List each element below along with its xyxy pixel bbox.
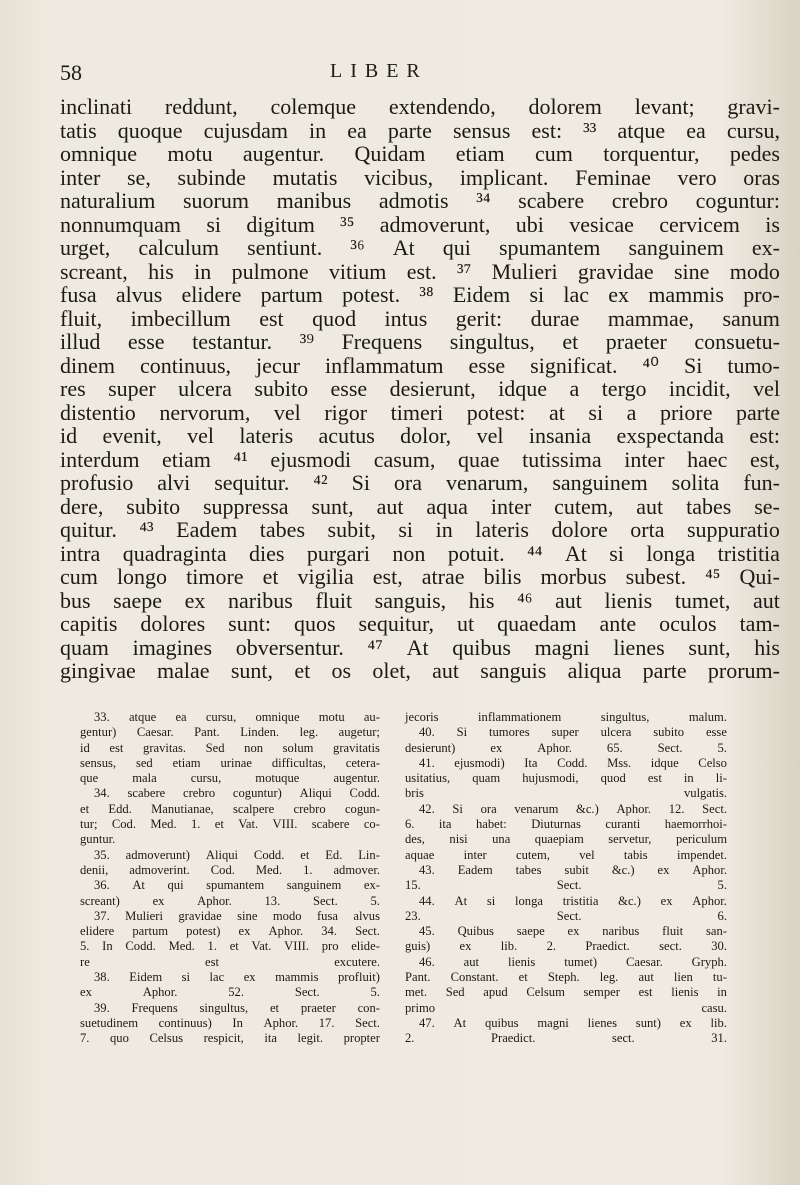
footnote-line: 38. Eidem si lac ex mammis profluit) <box>94 970 380 985</box>
footnote-line: 5. In Codd. Med. 1. et Vat. VIII. pro elide- <box>80 939 380 954</box>
footnote-line: 43. Eadem tabes subit &c.) ex Aphor. <box>419 862 727 877</box>
footnote-line: 34. scabere crebro coguntur) Aliqui Codd. <box>94 786 380 801</box>
footnote-line: 6. ita habet: Diuturnas curanti haemorrhoi- <box>405 817 727 832</box>
text-line: profusio alvi sequitur. ⁴² Si ora venarum, sanguinem solita fun- <box>60 470 780 495</box>
text-line: urget, calculum sentiunt. ³⁶ At qui spumantem sanguinem ex- <box>60 235 780 260</box>
footnote-line: 35. admoverunt) Aliqui Codd. et Ed. Lin- <box>94 847 380 862</box>
text-line: naturalium suorum manibus admotis ³⁴ scabere crebro coguntur: <box>60 188 780 213</box>
text-line: omnique motu augentur. Quidam etiam cum torquentur, pedes <box>60 141 780 166</box>
footnote-line: 37. Mulieri gravidae sine modo fusa alvus <box>94 908 380 923</box>
text-line: fluit, imbecillum est quod intus gerit: durae mammae, sanum <box>60 305 780 331</box>
footnote-line: et Edd. Manutianae, scalpere crebro cogun- <box>80 801 380 816</box>
footnote-line: des, nisi una quaepiam servetur, periculum <box>405 832 727 847</box>
text-line: bus saepe ex naribus fluit sanguis, his ⁴⁶ aut lienis tumet, aut <box>60 587 780 613</box>
text-line: id evenit, vel lateris acutus dolor, vel insania exspectanda est: <box>60 423 780 448</box>
running-head: LIBER <box>330 60 428 82</box>
footnote-line: bris vulgatis. <box>405 786 727 801</box>
footnote-line: 45. Quibus saepe ex naribus fluit san- <box>419 924 727 939</box>
footnote-line: 23. Sect. 6. <box>405 908 727 923</box>
text-line: cum longo timore et vigilia est, atrae bilis morbus subest. ⁴⁵ Qui- <box>60 564 780 589</box>
text-line: quam imagines obversentur. ⁴⁷ At quibus magni lienes sunt, his <box>60 634 780 660</box>
text-line: inclinati reddunt, colemque extendendo, dolorem levant; gravi- <box>60 94 780 119</box>
footnote-line: 33. atque ea cursu, omnique motu au- <box>94 710 380 724</box>
text-line: dinem continuus, jecur inflammatum esse significat. ⁴⁰ Si tumo- <box>60 352 780 378</box>
footnote-line: met. Sed apud Celsum semper est lienis in <box>405 985 727 1000</box>
footnote-line: 46. aut lienis tumet) Caesar. Gryph. <box>419 954 727 969</box>
footnote-line: 36. At qui spumantem sanguinem ex- <box>94 878 380 893</box>
footnote-line: 44. At si longa tristitia &c.) ex Aphor. <box>419 893 727 908</box>
text-line: illud esse testantur. ³⁹ Frequens singultus, et praeter consuetu- <box>60 329 780 354</box>
footnote-line: que mala cursu, motuque augentur. <box>80 771 380 786</box>
footnote-line: primo casu. <box>405 1000 727 1015</box>
text-line: quitur. ⁴³ Eadem tabes subit, si in lateris dolore orta suppuratio <box>60 517 780 542</box>
footnote-line: id est gravitas. Sed non solum gravitatis <box>80 740 380 755</box>
footnote-line: 41. ejusmodi) Ita Codd. Mss. idque Celso <box>419 755 727 770</box>
text-line: capitis dolores sunt: quos sequitur, ut quaedam ante oculos tam- <box>60 611 780 636</box>
footnote-line: suetudinem continuus) In Aphor. 17. Sect. <box>80 1015 380 1030</box>
footnote-line: screant) ex Aphor. 13. Sect. 5. <box>80 893 380 908</box>
footnote-line: sensus, sed etiam urinae difficultas, cetera- <box>80 755 380 770</box>
footnote-line: usitatius, quam hujusmodi, quod est in li- <box>405 771 727 786</box>
footnote-line: 7. quo Celsus respicit, ita legit. propter <box>80 1031 380 1046</box>
footnote-line: re est excutere. <box>80 954 380 969</box>
footnotes-left-column <box>80 710 380 1047</box>
footnote-line: gentur) Caesar. Pant. Linden. leg. augetur; <box>80 725 380 740</box>
footnote-line: aquae inter cutem, vel tabis impendet. <box>405 847 727 862</box>
footnote-line: denii, admoverint. Cod. Med. 1. admover. <box>80 862 380 877</box>
text-line: dere, subito suppressa sunt, aut aqua inter cutem, aut tabes se- <box>60 493 780 519</box>
footnote-line: guis) ex lib. 2. Praedict. sect. 30. <box>405 939 727 954</box>
text-line: gingivae malae sunt, et os olet, aut sanguis aliqua parte prorum- <box>60 658 780 683</box>
text-line: interdum etiam ⁴¹ ejusmodi casum, quae tutissima inter haec est, <box>60 446 780 472</box>
text-line: intra quadraginta dies purgari non potuit. ⁴⁴ At si longa tristitia <box>60 540 780 566</box>
page-number: 58 <box>60 60 82 85</box>
text-line: res super ulcera subito esse desierunt, idque a tergo incidit, vel <box>60 376 780 401</box>
footnote-line: 15. Sect. 5. <box>405 878 727 893</box>
footnote-line: Pant. Constant. et Steph. leg. aut lien tu- <box>405 970 727 985</box>
footnote-line: 2. Praedict. sect. 31. <box>405 1031 727 1046</box>
main-text <box>60 95 780 683</box>
footnote-line: jecoris inflammationem singultus, malum. <box>405 710 727 724</box>
footnote-line: tur; Cod. Med. 1. et Vat. VIII. scabere co- <box>80 817 380 832</box>
footnote-line: desierunt) ex Aphor. 65. Sect. 5. <box>405 740 727 755</box>
text-line: distentio nervorum, vel rigor timeri potest: at si a priore parte <box>60 399 780 425</box>
text-line: inter se, subinde mutatis vicibus, implicant. Feminae vero oras <box>60 164 780 190</box>
page-header <box>60 60 760 92</box>
footnote-line: elidere partum potest) ex Aphor. 34. Sect. <box>80 924 380 939</box>
footnote-line: guntur. <box>80 832 116 847</box>
footnote-line: 42. Si ora venarum &c.) Aphor. 12. Sect. <box>419 801 727 816</box>
footnotes-right-column <box>405 710 727 1047</box>
text-line: nonnumquam si digitum ³⁵ admoverunt, ubi vesicae cervicem is <box>60 211 780 237</box>
text-line: screant, his in pulmone vitium est. ³⁷ Mulieri gravidae sine modo <box>60 258 780 284</box>
footnote-line: 39. Frequens singultus, et praeter con- <box>94 1000 380 1015</box>
footnote-line: 40. Si tumores super ulcera subito esse <box>419 725 727 740</box>
footnote-line: 47. At quibus magni lienes sunt) ex lib. <box>419 1015 727 1030</box>
footnote-line: ex Aphor. 52. Sect. 5. <box>80 985 380 1000</box>
text-line: fusa alvus elidere partum potest. ³⁸ Eidem si lac ex mammis pro- <box>60 282 780 307</box>
text-line: tatis quoque cujusdam in ea parte sensus est: ³³ atque ea cursu, <box>60 117 780 143</box>
